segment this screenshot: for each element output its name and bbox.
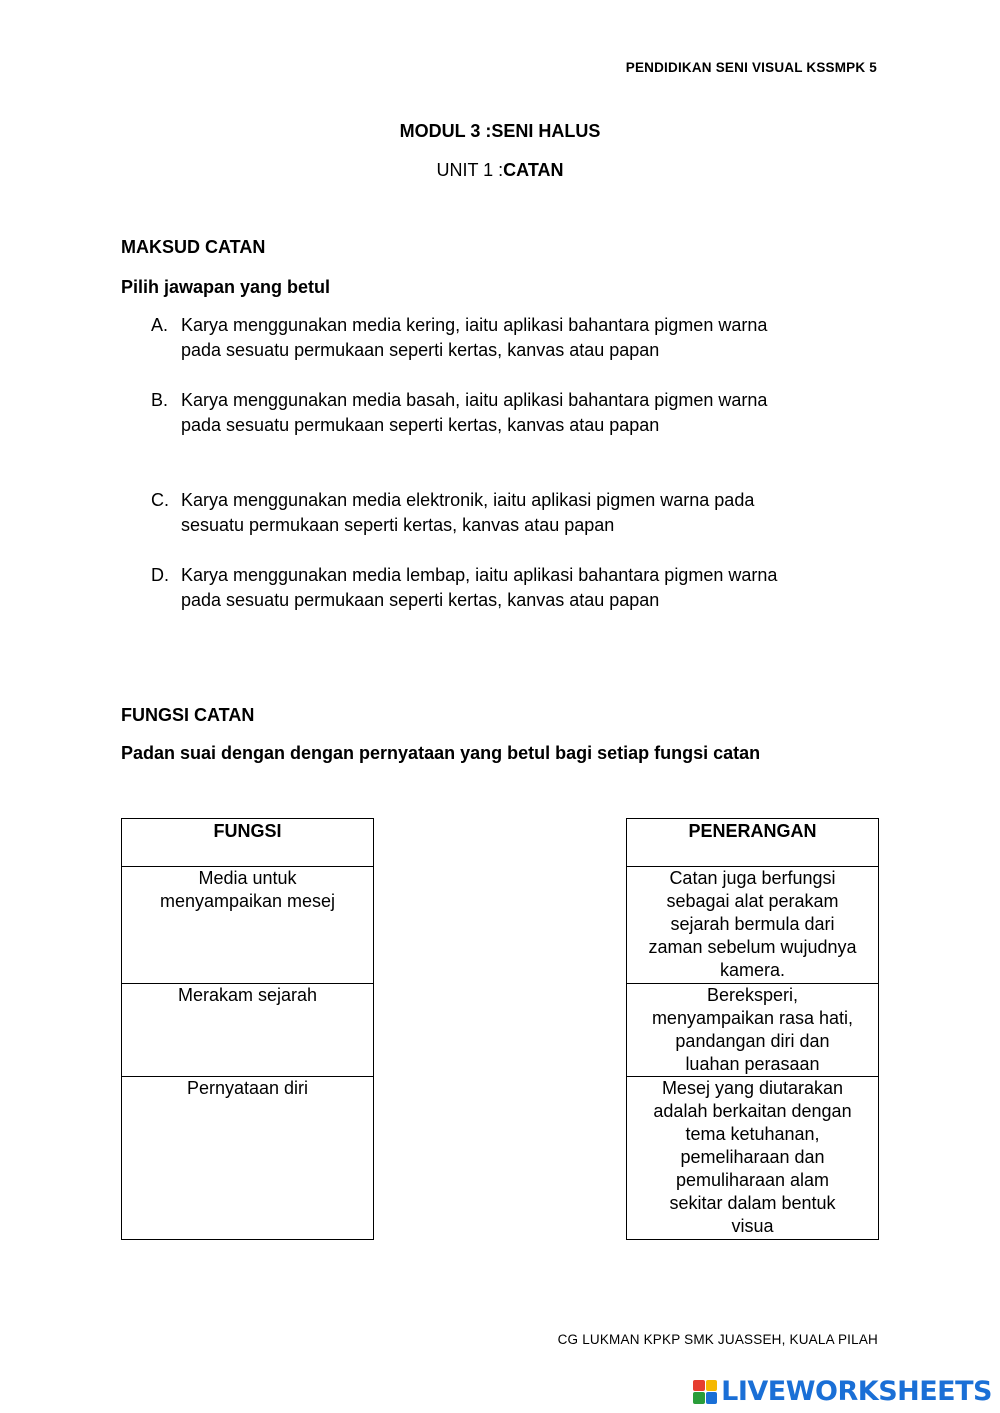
unit-prefix: UNIT 1 :: [436, 160, 504, 180]
penerangan-item-2[interactable]: [627, 984, 879, 1077]
option-text: pada sesuatu permukaan seperti kertas, kanvas atau papan: [181, 590, 660, 610]
cell-line: Bereksperi,: [706, 985, 799, 1005]
cell-line: adalah berkaitan dengan: [653, 1101, 852, 1121]
liveworksheets-logo[interactable]: [693, 1376, 992, 1407]
cell-line: pemuliharaan alam: [675, 1170, 830, 1190]
option-text: Karya menggunakan media basah, iaitu aplikasi bahantara pigmen warna: [181, 390, 768, 410]
option-letter: D.: [151, 565, 169, 585]
logo-square: [693, 1392, 705, 1404]
cell-line: luahan perasaan: [685, 1054, 820, 1074]
logo-square: [706, 1392, 718, 1404]
penerangan-item-3[interactable]: [627, 1077, 879, 1240]
liveworksheets-logo-icon: [693, 1380, 717, 1404]
unit-title: [0, 160, 1000, 181]
cell-line: pandangan diri dan: [675, 1031, 830, 1051]
cell-line: Mesej yang diutarakan: [661, 1078, 844, 1098]
fungsi-header: FUNGSI: [122, 819, 374, 867]
fungsi-heading: FUNGSI CATAN: [121, 705, 255, 725]
cell-line: menyampaikan mesej: [159, 891, 336, 911]
logo-square: [706, 1380, 718, 1392]
fungsi-item-diri[interactable]: [122, 1077, 374, 1240]
option-b[interactable]: [151, 388, 871, 438]
option-letter: B.: [151, 390, 169, 410]
cell-line: menyampaikan rasa hati,: [651, 1008, 854, 1028]
option-text: pada sesuatu permukaan seperti kertas, kanvas atau papan: [181, 340, 660, 360]
cell-line: sejarah bermula dari: [670, 914, 835, 934]
cell-line: sebagai alat perakam: [666, 891, 839, 911]
liveworksheets-logo-text: LIVEWORKSHEETS: [721, 1376, 992, 1407]
option-text: Karya menggunakan media elektronik, iaitu aplikasi pigmen warna pada: [181, 490, 755, 510]
option-text: sesuatu permukaan seperti kertas, kanvas atau papan: [181, 515, 615, 535]
option-letter: C.: [151, 490, 169, 510]
fungsi-instruction: Padan suai dengan dengan pernyataan yang betul bagi setiap fungsi catan: [121, 743, 761, 763]
cell-line: Media untuk: [198, 868, 297, 888]
penerangan-header: PENERANGAN: [627, 819, 879, 867]
fungsi-table: [121, 818, 374, 1240]
maksud-heading: MAKSUD CATAN: [121, 237, 266, 257]
cell-line: kamera.: [719, 960, 786, 980]
unit-name: CATAN: [503, 160, 564, 180]
cell-line: Merakam sejarah: [177, 985, 318, 1005]
cell-line: visua: [731, 1216, 774, 1236]
logo-square: [693, 1380, 705, 1392]
option-letter: A.: [151, 315, 169, 335]
option-text: Karya menggunakan media lembap, iaitu aplikasi bahantara pigmen warna: [181, 565, 778, 585]
option-d[interactable]: [151, 563, 871, 613]
fungsi-item-sejarah[interactable]: [122, 984, 374, 1077]
cell-line: sekitar dalam bentuk: [669, 1193, 836, 1213]
penerangan-item-1[interactable]: [627, 867, 879, 984]
maksud-instruction: Pilih jawapan yang betul: [121, 277, 331, 297]
header-subject: PENDIDIKAN SENI VISUAL KSSMPK 5: [625, 60, 877, 75]
cell-line: tema ketuhanan,: [685, 1124, 820, 1144]
penerangan-table: [626, 818, 879, 1240]
fungsi-item-media[interactable]: [122, 867, 374, 984]
matching-area[interactable]: [373, 818, 626, 1239]
cell-line: Pernyataan diri: [186, 1078, 309, 1098]
option-c[interactable]: [151, 488, 871, 538]
option-text: Karya menggunakan media kering, iaitu aplikasi bahantara pigmen warna: [181, 315, 768, 335]
cell-line: zaman sebelum wujudnya: [648, 937, 857, 957]
option-text: pada sesuatu permukaan seperti kertas, kanvas atau papan: [181, 415, 660, 435]
cell-line: Catan juga berfungsi: [669, 868, 836, 888]
footer-author: CG LUKMAN KPKP SMK JUASSEH, KUALA PILAH: [557, 1332, 878, 1347]
cell-line: pemeliharaan dan: [680, 1147, 825, 1167]
page-title: MODUL 3 :SENI HALUS: [399, 121, 601, 141]
option-a[interactable]: [151, 313, 871, 363]
